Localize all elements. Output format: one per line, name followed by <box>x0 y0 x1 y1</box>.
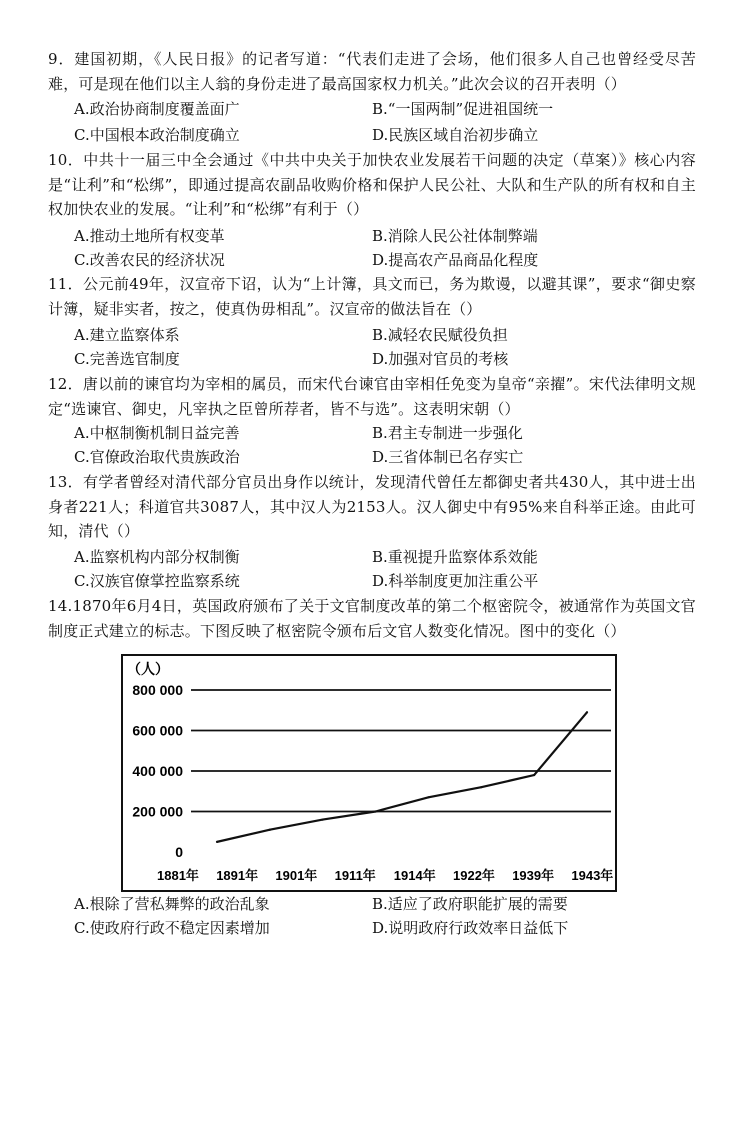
question-12-stem: 12．唐以前的谏官均为宰相的属员，而宋代台谏官由宰相任免变为皇帝“亲擢”。宋代法律明文规定“选谏官、御史，凡宰执之臣曾所荐者，皆不与选”。这表明宋朝（） <box>48 375 696 418</box>
y-tick-label: 0 <box>175 844 183 860</box>
data-point <box>427 796 429 798</box>
x-tick-label: 1881年 <box>157 868 199 883</box>
question-11-option-c[interactable]: C.完善选官制度 <box>74 350 180 368</box>
y-tick-label: 200 000 <box>132 803 183 820</box>
x-tick-label: 1901年 <box>275 868 318 883</box>
x-tick-label: 1891年 <box>216 868 259 883</box>
question-13-option-b[interactable]: B.重视提升监察体系效能 <box>372 548 538 566</box>
question-12-option-b[interactable]: B.君主专制进一步强化 <box>372 424 523 442</box>
data-point <box>533 774 535 776</box>
question-10-option-a[interactable]: A.推动土地所有权变革 <box>74 227 225 245</box>
question-14-option-b[interactable]: B.适应了政府职能扩展的需要 <box>372 895 568 913</box>
question-14-option-c[interactable]: C.使政府行政不稳定因素增加 <box>74 919 270 937</box>
question-14-option-d[interactable]: D.说明政府行政效率日益低下 <box>372 919 569 937</box>
data-point <box>480 786 482 788</box>
data-point <box>216 841 218 843</box>
question-9-option-a[interactable]: A.政治协商制度覆盖面广 <box>74 100 240 118</box>
x-tick-label: 1914年 <box>393 868 436 883</box>
question-13-stem: 13．有学者曾经对清代部分官员出身作以统计，发现清代曾任左都御史者共430人，其中进士出身者221人；科道官共3087人，其中汉人为2153人。汉人御史中有95%来自科举正途。由此可知，清代（） <box>48 473 696 540</box>
question-12-option-d[interactable]: D.三省体制已名存实亡 <box>372 448 524 466</box>
y-axis-label: （人） <box>127 661 169 677</box>
data-point <box>322 819 324 821</box>
y-tick-label: 400 000 <box>132 763 183 779</box>
question-12-option-c[interactable]: C.官僚政治取代贵族政治 <box>74 448 240 466</box>
question-10-option-c[interactable]: C.改善农民的经济状况 <box>74 251 225 269</box>
x-tick-label: 1911年 <box>334 868 376 883</box>
data-point <box>374 810 376 812</box>
question-11-stem: 11．公元前49年，汉宣帝下诏，认为“上计簿，具文而已，务为欺谩，以避其课”，要求“御史察计簿，疑非实者，按之，使真伪毋相乱”。汉宣帝的做法旨在（） <box>48 275 696 318</box>
question-10-option-b[interactable]: B.消除人民公社体制弊端 <box>372 227 538 245</box>
question-9-option-d[interactable]: D.民族区域自治初步确立 <box>372 126 539 144</box>
question-9-stem: 9．建国初期，《人民日报》的记者写道：“代表们走进了会场，他们很多人自己也曾经受尽苦难，可是现在他们以主人翁的身份走进了最高国家权力机关。”此次会议的召开表明（） <box>48 50 696 93</box>
question-13-option-c[interactable]: C.汉族官僚掌控监察系统 <box>74 572 240 590</box>
question-12-option-a[interactable]: A.中枢制衡机制日益完善 <box>74 424 240 442</box>
question-13-option-a[interactable]: A.监察机构内部分权制衡 <box>74 548 240 566</box>
data-point <box>586 711 588 713</box>
question-10-stem: 10．中共十一届三中全会通过《中共中央关于加快农业发展若干问题的决定（草案）》核心内容是“让利”和“松绑”，即通过提高农副品收购价格和保护人民公社、大队和生产队的所有权和自主权加快农业的发展。“让利”和“松绑”有利于（） <box>48 151 696 218</box>
data-point <box>269 829 271 831</box>
x-tick-label: 1943年 <box>571 868 614 883</box>
question-14-stem: 14.1870年6月4日，英国政府颁布了关于文官制度改革的第二个枢密院令，被通常作为英国文官制度正式建立的标志。下图反映了枢密院令颁布后文官人数变化情况。图中的变化（） <box>48 597 696 640</box>
question-9-option-c[interactable]: C.中国根本政治制度确立 <box>74 126 240 144</box>
question-10-option-d[interactable]: D.提高农产品商品化程度 <box>372 251 539 269</box>
question-13-option-d[interactable]: D.科举制度更加注重公平 <box>372 572 539 590</box>
y-tick-label: 600 000 <box>132 722 183 739</box>
x-tick-label: 1922年 <box>453 868 495 883</box>
civil-servant-chart <box>121 654 617 892</box>
question-11-option-d[interactable]: D.加强对官员的考核 <box>372 350 509 368</box>
y-tick-label: 800 000 <box>132 682 183 698</box>
x-tick-label: 1939年 <box>512 868 555 883</box>
line-chart <box>121 654 617 892</box>
question-14-option-a[interactable]: A.根除了营私舞弊的政治乱象 <box>74 895 270 913</box>
question-9-option-b[interactable]: B.“一国两制”促进祖国统一 <box>372 100 554 118</box>
question-11-option-b[interactable]: B.减轻农民赋役负担 <box>372 326 508 344</box>
question-11-option-a[interactable]: A.建立监察体系 <box>74 326 180 344</box>
